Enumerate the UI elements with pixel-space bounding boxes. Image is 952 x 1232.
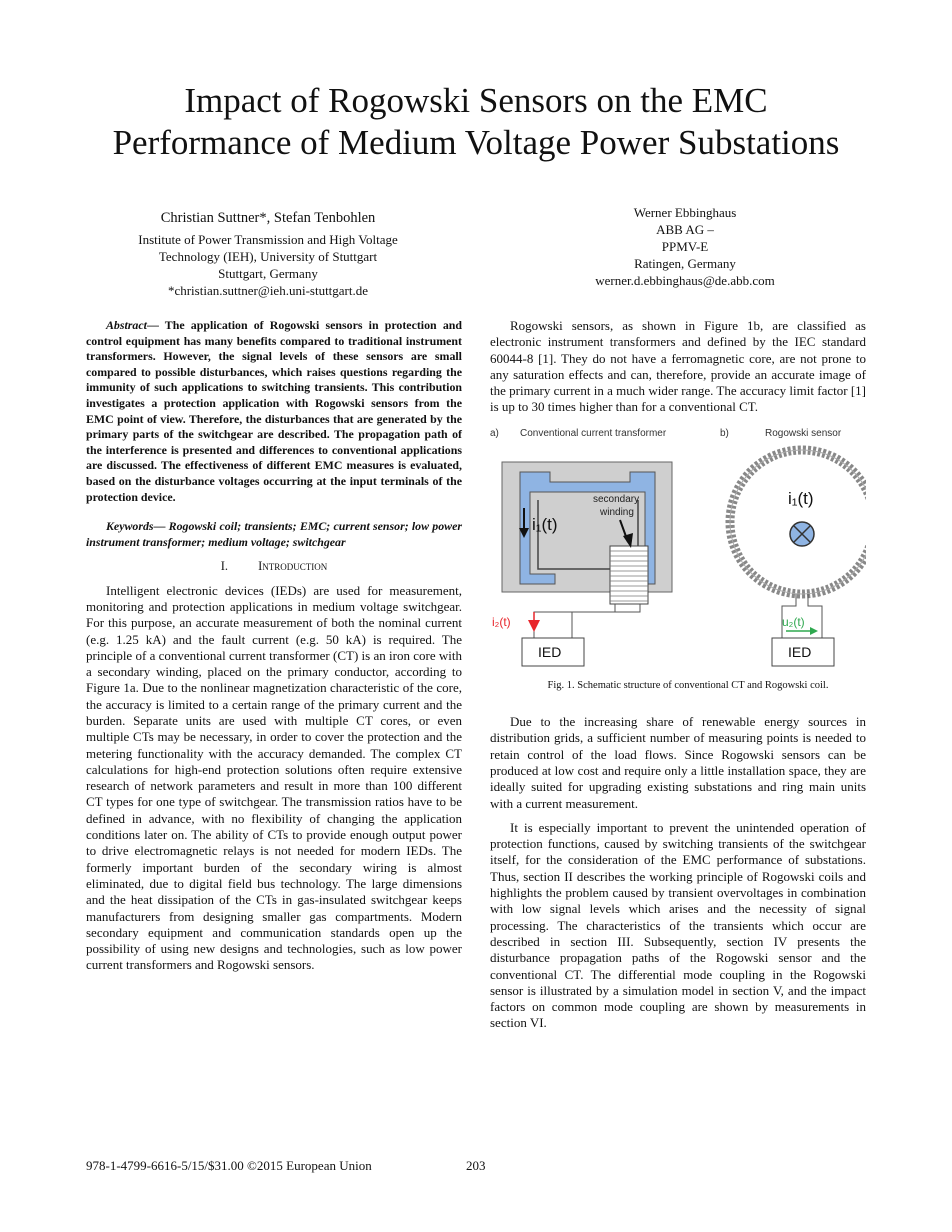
right-column (490, 318, 866, 1040)
page-number: 203 (466, 1158, 486, 1173)
author-email[interactable]: werner.d.ebbinghaus@de.abb.com (595, 273, 775, 288)
u2-arrowhead (810, 627, 818, 635)
author-location: Stuttgart, Germany (218, 266, 318, 281)
author-name-left: Christian Suttner*, Stefan Tenbohlen (160, 210, 376, 226)
author-email[interactable]: *christian.suttner@ieh.uni-stuttgart.de (167, 283, 369, 298)
i2-arrowhead (528, 620, 540, 632)
secondary-winding (610, 546, 648, 604)
title-line-1: Impact of Rogowski Sensors on the EMC (184, 81, 768, 120)
figure-label-b: b) (720, 427, 729, 439)
figure-caption: Fig. 1. Schematic structure of conventional CT and Rogowski coil. (547, 679, 829, 691)
author-affiliation-line: ABB AG – (656, 222, 714, 237)
author-affiliation-line: Technology (IEH), University of Stuttgart (158, 249, 378, 264)
intro-paragraph: Intelligent electronic devices (IEDs) are used for measurement, monitoring and protection applications in medium voltage switchgear. For this purpose, an accurate measurement of both the nominal current (e.g. 1.25 kA) and the fault current (e.g. 50 kA) is required. The principle of a conventional current transformer (CT) is an iron core with a secondary winding, placed on the primary conductor, according to Figure 1a. Due to the nonlinear magnetization characteristic of the core, the accuracy is limited to a certain range of the primary current and the burden. Separate units are used with multiple CT cores, or even multiple CTs may be necessary, in order to cover the protection and the metering functionality with the accuracy demanded. The complex CT calculations for high-end protection solutions often require extensive research of network parameters and result in more than 100 different CT types for one type of switchgear. The transmission ratios have to be defined in advance, with no flexibility of changing the application conditions later on. The ability of CTs to provide enough output power to drive electromagnetic relays is not needed for modern IEDs. The formerly important burden of the secondary wiring is almost eliminated, due to digital field bus technology. The large dimensions and the heat dissipation of the CTs in gas-insulated switchgear keeps manufacturers from designing smaller gas compartments. Modern secondary equipment and communication standards open up the possibility of using new designs and technologies, such as low power current transformers and Rogowski sensors. (86, 582, 462, 973)
abstract-label: Abstract (106, 318, 147, 332)
author-name-right: Werner Ebbinghaus (633, 205, 737, 220)
author-block-left (86, 210, 450, 299)
author-location: Ratingen, Germany (634, 256, 736, 271)
i1-label-right: i₁(t) (788, 488, 814, 508)
lead-wire (572, 604, 640, 638)
figure-label-a: a) (490, 427, 499, 439)
left-column (86, 318, 462, 982)
figure-title-a: Conventional current transformer (520, 427, 667, 439)
ied-label-right: IED (788, 643, 812, 660)
section-title: Introduction (258, 559, 328, 574)
right-paragraph-1: Rogowski sensors, as shown in Figure 1b, are classified as electronic instrument transformers and defined by the IEC standard 60044-8 [1]. They do not have a ferromagnetic core, are not prone to any saturation effects and can, therefore, provide an accurate image of the primary current in a much wider range. The accuracy limit factor [1] is up to 30 times higher than for a conventional CT. (490, 318, 866, 415)
ied-label-left: IED (538, 643, 562, 660)
secondary-label-1: secondary (593, 493, 640, 505)
title-line-2: Performance of Medium Voltage Power Substations (112, 123, 840, 162)
section-number: I. (220, 559, 229, 574)
author-affiliation-line: PPMV-E (661, 239, 709, 254)
keywords: Keywords— Rogowski coil; transients; EMC; current sensor; low power instrument transformer; medium voltage; switchgear (86, 519, 462, 549)
abstract-text: — The application of Rogowski sensors in protection and control equipment has many benefits compared to traditional instrument transformers. However, the signal levels of these sensors are small compared to possible disturbances, which raises questions regarding the immunity of such applications to switching transients. This contribution investigates a protection application with Rogowski sensors from the EMC point of view. Therefore, the disturbances that are generated by the primary parts of the switchgear are described. The propagation path of the interference is presented and differences to conventional applications are discussed. The effectiveness of different EMC measures is evaluated, based on the disturbance voltages occurring at the input terminals of the protection device. (86, 318, 462, 504)
u2-label-right: u₂(t) (782, 614, 805, 629)
right-paragraph-2: Due to the increasing share of renewable energy sources in distribution grids, a sufficient number of measuring points is needed to retain control of the load flows. Since Rogowski sensors can be produced at low cost and require only a little installation space, they are ideally suited for upgrading existing substations and ring main units with a current measurement. (490, 714, 866, 811)
footer-copyright: 978-1-4799-6616-5/15/$31.00 ©2015 European Union (86, 1158, 372, 1173)
figure-1 (490, 424, 866, 674)
author-block-right (505, 204, 865, 289)
secondary-label-2: winding (600, 506, 634, 518)
author-affiliation-line: Institute of Power Transmission and High Voltage (138, 232, 398, 247)
lead-wire (534, 604, 615, 638)
abstract (86, 318, 462, 505)
figure-title-b: Rogowski sensor (765, 427, 842, 439)
i1-label-left: i₁(t) (532, 514, 558, 534)
right-paragraph-3: It is especially important to prevent the unintended operation of protection functions, caused by switching transients of the switchgear itself, for the consideration of the EMC performance of substations. Thus, section II describes the working principle of Rogowski coils and highlights the problem caused by transient overvoltages in combination with low signal levels which arises and the necessity of signal processing. The characteristics of the transients which occur are described in section III. Subsequently, section IV presents the disturbance propagation paths of the Rogowski sensor and the conventional CT. The differential mode coupling in the Rogowski sensor is illustrated by a simulation model in section V, and the impact factors on common mode coupling are shown by measurements in section VI. (490, 819, 866, 1031)
i2-label-left: i₂(t) (492, 614, 511, 629)
paper-title (0, 80, 952, 164)
section-heading-introduction (86, 558, 462, 574)
